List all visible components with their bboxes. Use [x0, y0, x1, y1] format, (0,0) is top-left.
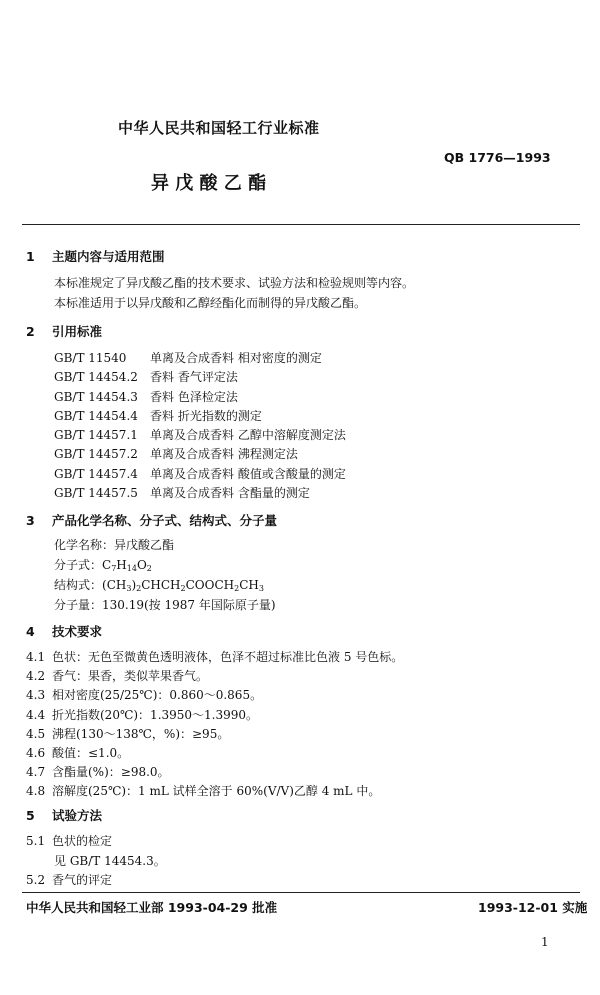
formula-element: H [116, 558, 127, 572]
chemical-name: 化学名称：异戊酸乙酯 [54, 538, 175, 552]
formula-subscript: 7 [111, 564, 117, 573]
structure-subscript: 2 [136, 584, 142, 593]
item-number: 5.2 [26, 873, 46, 887]
item-number: 4.4 [26, 707, 46, 722]
requirement-item [26, 648, 403, 667]
reference-text: 香料 香气评定法 [150, 370, 238, 385]
reference-text: 香料 折光指数的测定 [150, 408, 262, 423]
section-3-heading [26, 511, 277, 529]
item-number: 4.5 [26, 726, 46, 741]
structure-part: COOCH [185, 578, 235, 592]
reference-text: 香料 色泽检定法 [150, 389, 238, 404]
section-title: 技术要求 [52, 624, 103, 639]
standard-code: QB 1776—1993 [444, 150, 551, 165]
subsection-title: 香气的评定 [52, 873, 113, 887]
item-text: 含酯量(%)：≥98.0。 [52, 765, 170, 780]
requirement-item [26, 667, 403, 686]
implementation-date: 1993-12-01 实施 [478, 900, 588, 915]
structure-label: 结构式： [54, 578, 103, 592]
item-text: 酸值：≤1.0。 [52, 746, 130, 761]
item-number: 4.6 [26, 746, 46, 761]
reference-code: GB/T 14454.3 [54, 389, 138, 404]
footer-divider [22, 892, 580, 893]
section-number: 2 [26, 324, 35, 339]
reference-code: GB/T 14457.1 [54, 428, 138, 443]
section-2-heading [26, 322, 102, 340]
item-text: 沸程(130～138℃，%)：≥95。 [52, 726, 230, 741]
reference-item [54, 407, 346, 426]
reference-item [54, 368, 346, 387]
approval-line: 中华人民共和国轻工业部 1993-04-29 批准 [26, 900, 278, 915]
structure-subscript: 2 [234, 584, 240, 593]
page-number: 1 [541, 935, 549, 949]
header-divider [22, 224, 580, 225]
reference-text: 单离及合成香料 沸程测定法 [150, 447, 298, 462]
formula-subscript: 2 [146, 564, 152, 573]
reference-code: GB/T 11540 [54, 351, 127, 365]
section-number: 4 [26, 624, 35, 639]
paragraph: 本标准适用于以异戊酸和乙醇经酯化而制得的异戊酸乙酯。 [54, 296, 367, 310]
requirement-item [26, 763, 403, 782]
item-text: 相对密度(25/25℃)：0.860～0.865。 [52, 688, 263, 703]
item-number: 5.1 [26, 834, 46, 848]
reference-code: GB/T 14457.2 [54, 447, 138, 462]
structure-part: CH [239, 578, 259, 592]
reference-code: GB/T 14454.2 [54, 370, 138, 385]
reference-item [54, 349, 346, 368]
section-1-heading [26, 247, 165, 265]
item-text: 色状：无色至微黄色透明液体，色泽不超过标准比色液 5 号色标。 [52, 650, 404, 664]
item-text: 香气：果香，类似苹果香气。 [52, 669, 209, 684]
reference-text: 单离及合成香料 乙醇中溶解度测定法 [150, 428, 346, 443]
item-number: 4.3 [26, 688, 46, 703]
paragraph: 见 GB/T 14454.3。 [54, 854, 166, 868]
requirement-item [26, 782, 403, 801]
paragraph: 本标准规定了异戊酸乙酯的技术要求、试验方法和检验规则等内容。 [54, 276, 415, 290]
formula-subscript: 14 [126, 564, 137, 573]
reference-text: 单离及合成香料 含酯量的测定 [150, 486, 310, 501]
section-number: 3 [26, 513, 35, 528]
formula-element: C [102, 558, 112, 572]
section-number: 1 [26, 249, 35, 264]
subsection-5-2 [26, 871, 112, 888]
structure-part: CHCH [141, 578, 181, 592]
document-title: 异 戊 酸 乙 酯 [151, 173, 267, 194]
reference-code: GB/T 14457.4 [54, 466, 138, 481]
molecular-weight: 分子量：130.19(按 1987 年国际原子量) [54, 598, 276, 612]
item-number: 4.2 [26, 669, 46, 684]
item-number: 4.8 [26, 784, 46, 799]
structure-part: ) [131, 578, 137, 592]
molecular-formula [54, 556, 152, 573]
item-text: 折光指数(20℃)：1.3950～1.3990。 [52, 707, 259, 722]
requirements-list [26, 648, 403, 802]
subsection-title: 色状的检定 [52, 834, 113, 848]
structure-subscript: 3 [126, 584, 132, 593]
reference-text: 单离及合成香料 酸值或含酸量的测定 [150, 466, 346, 481]
structure-subscript: 3 [258, 584, 264, 593]
reference-list [54, 349, 346, 503]
requirement-item [26, 686, 403, 705]
reference-item [54, 388, 346, 407]
formula-element: O [136, 558, 147, 572]
requirement-item [26, 725, 403, 744]
reference-code: GB/T 14457.5 [54, 486, 138, 501]
reference-item [54, 465, 346, 484]
item-number: 4.7 [26, 765, 46, 780]
requirement-item [26, 706, 403, 725]
reference-text: 单离及合成香料 相对密度的测定 [150, 351, 322, 365]
section-title: 产品化学名称、分子式、结构式、分子量 [52, 513, 278, 528]
item-text: 溶解度(25℃)：1 mL 试样全溶于 60%(V/V)乙醇 4 mL 中。 [52, 784, 381, 799]
reference-item [54, 445, 346, 464]
reference-item [54, 426, 346, 445]
section-title: 引用标准 [52, 324, 103, 339]
issuing-standard-title: 中华人民共和国轻工行业标准 [118, 119, 320, 137]
structure-subscript: 2 [180, 584, 186, 593]
section-5-heading [26, 806, 102, 824]
structure-part: (CH [102, 578, 127, 592]
section-number: 5 [26, 808, 35, 823]
requirement-item [26, 744, 403, 763]
reference-code: GB/T 14454.4 [54, 408, 138, 423]
section-4-heading [26, 622, 102, 640]
formula-label: 分子式： [54, 558, 103, 572]
subsection-5-1 [26, 832, 112, 849]
item-number: 4.1 [26, 650, 46, 664]
section-title: 主题内容与适用范围 [52, 249, 165, 264]
structural-formula [54, 576, 264, 593]
section-title: 试验方法 [52, 808, 103, 823]
reference-item [54, 484, 346, 503]
